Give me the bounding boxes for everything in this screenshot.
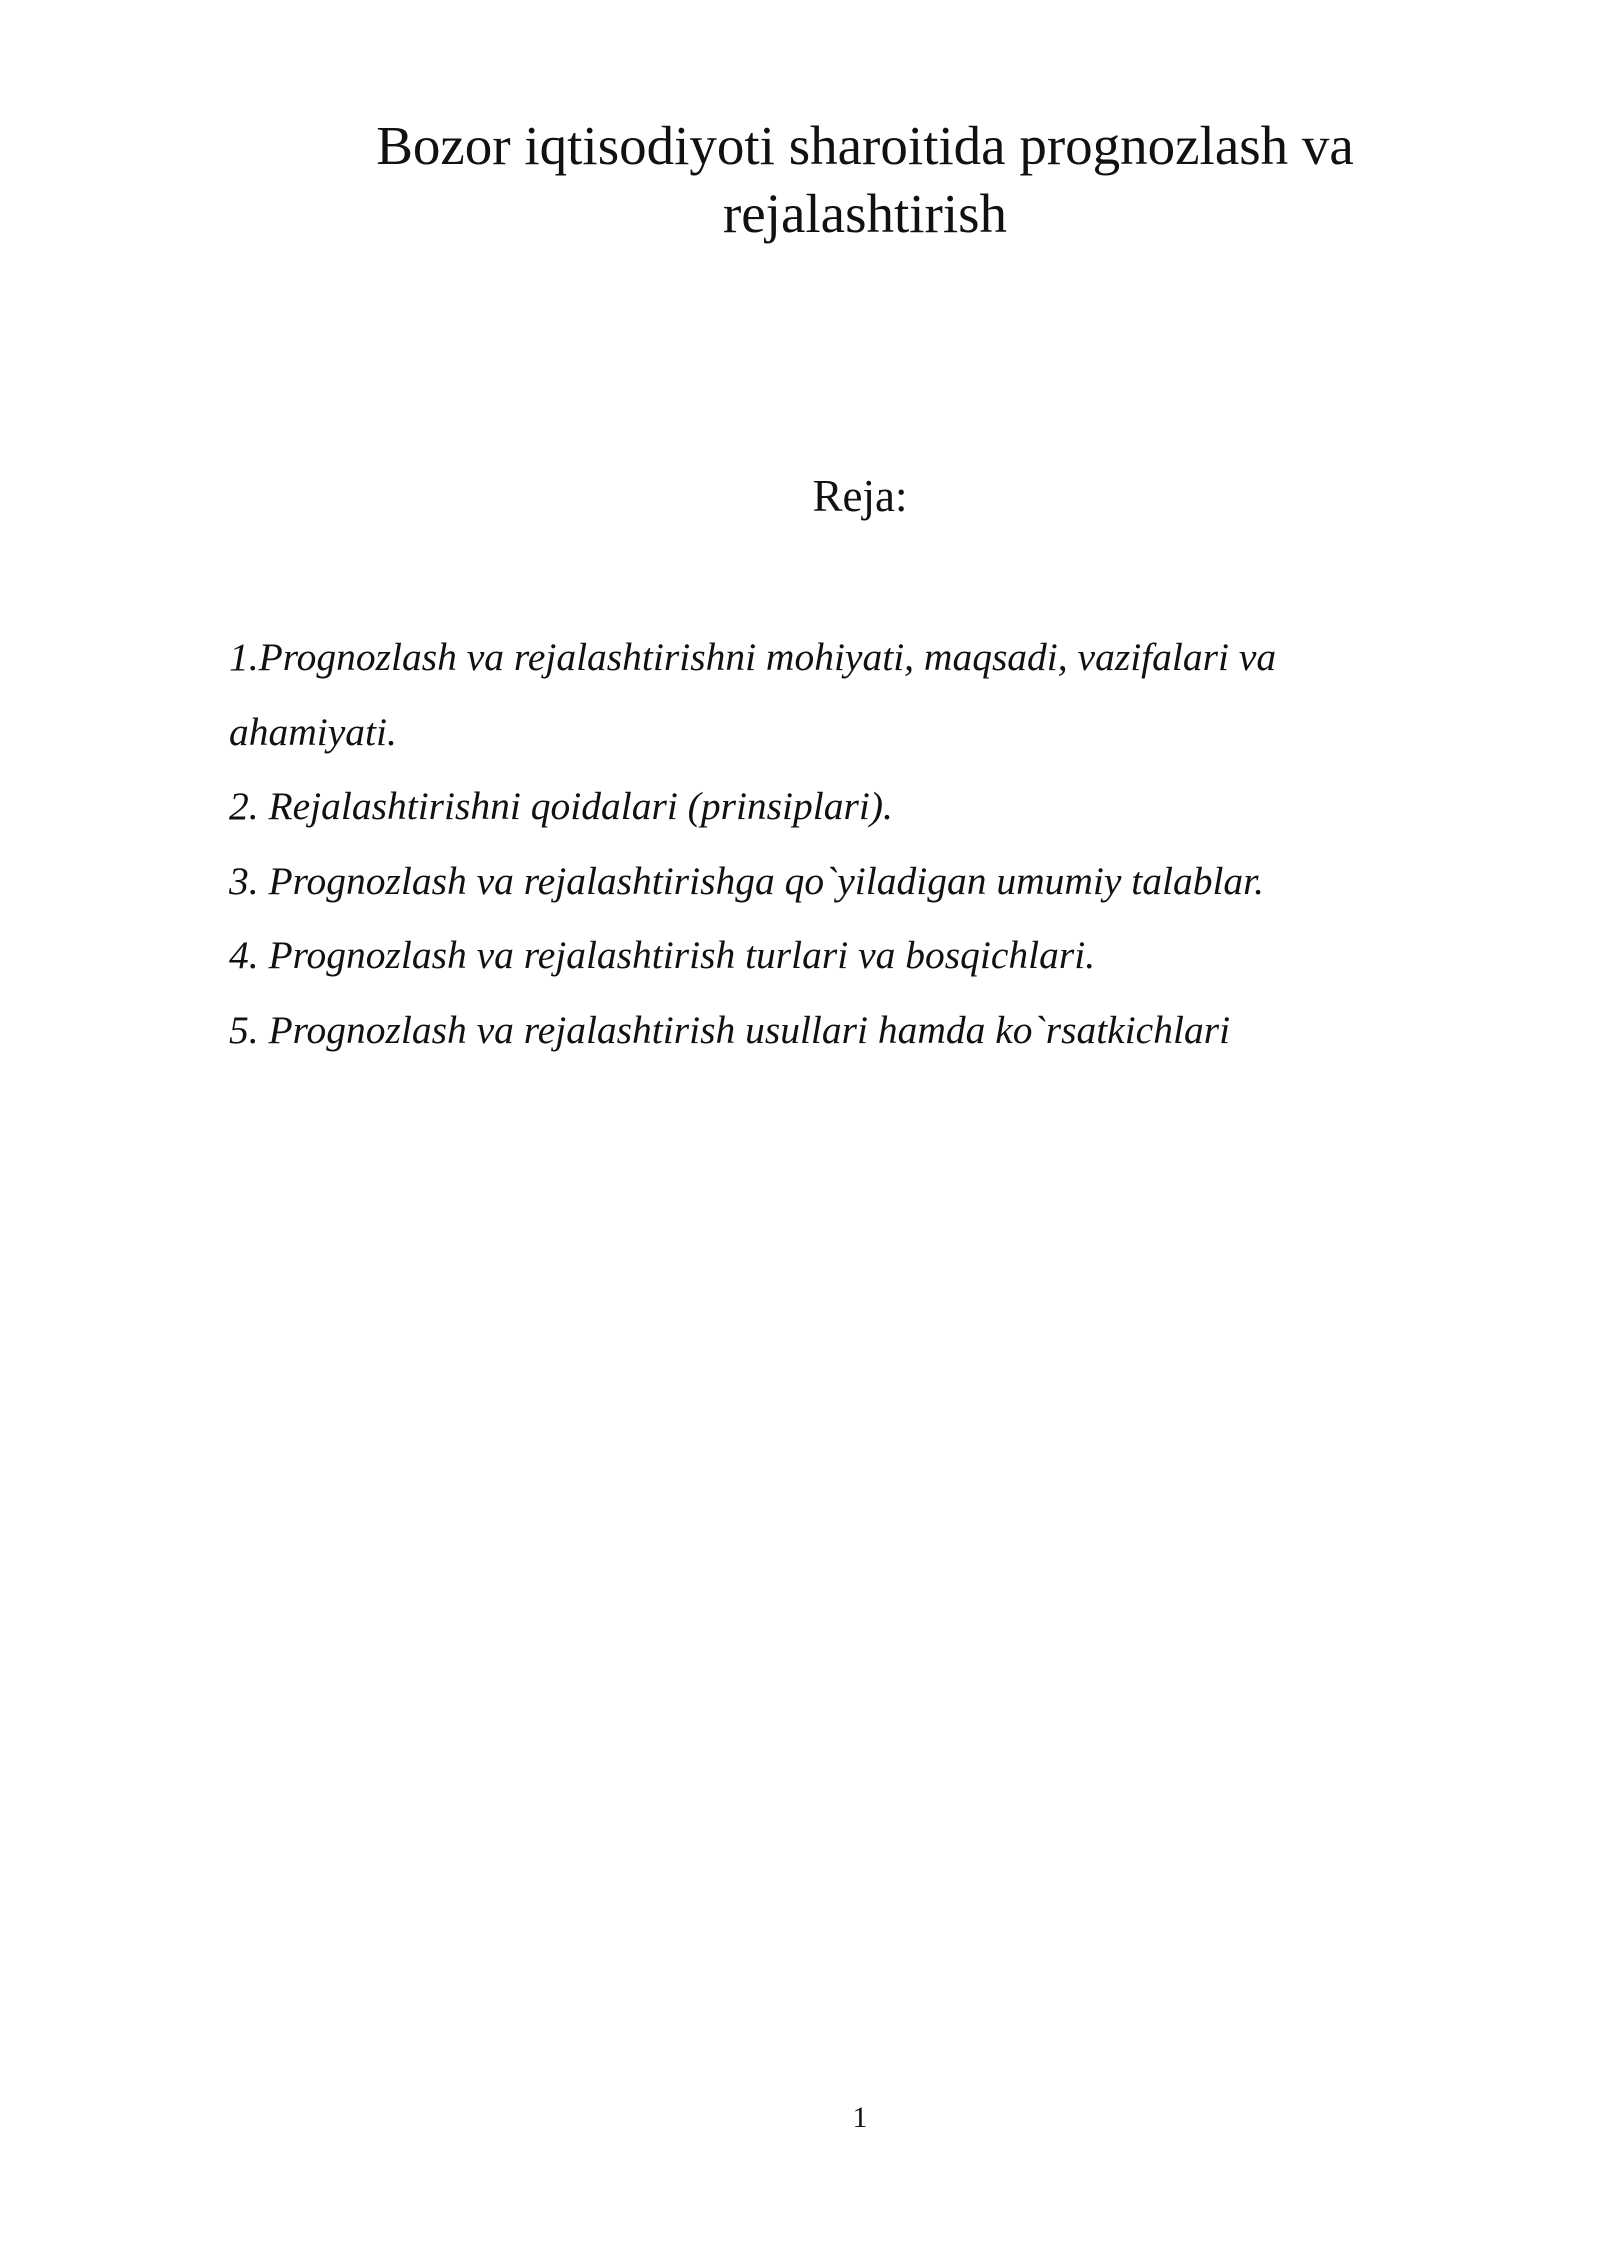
plan-item-1: 1.Prognozlash va rejalashtirishni mohiyati, maqsadi, vazifalari va ahamiyati. — [229, 635, 1277, 754]
plan-list — [229, 620, 1409, 1067]
plan-item-2: 2. Rejalashtirishni qoidalari (prinsiplari). — [229, 784, 893, 828]
document-title-line-2: rejalashtirish — [722, 183, 1008, 244]
plan-item-4: 4. Prognozlash va rejalashtirish turlari va bosqichlari. — [229, 933, 1096, 977]
plan-heading: Reja: — [812, 471, 908, 521]
document-title — [300, 112, 1430, 248]
plan-item-5: 5. Prognozlash va rejalashtirish usullari hamda ko`rsatkichlari — [229, 1007, 1231, 1052]
page-number: 1 — [852, 2101, 868, 2134]
document-title-line-1: Bozor iqtisodiyoti sharoitida prognozlash va — [376, 115, 1354, 176]
plan-item-3: 3. Prognozlash va rejalashtirishga qo`yiladigan umumiy talablar. — [229, 858, 1265, 903]
